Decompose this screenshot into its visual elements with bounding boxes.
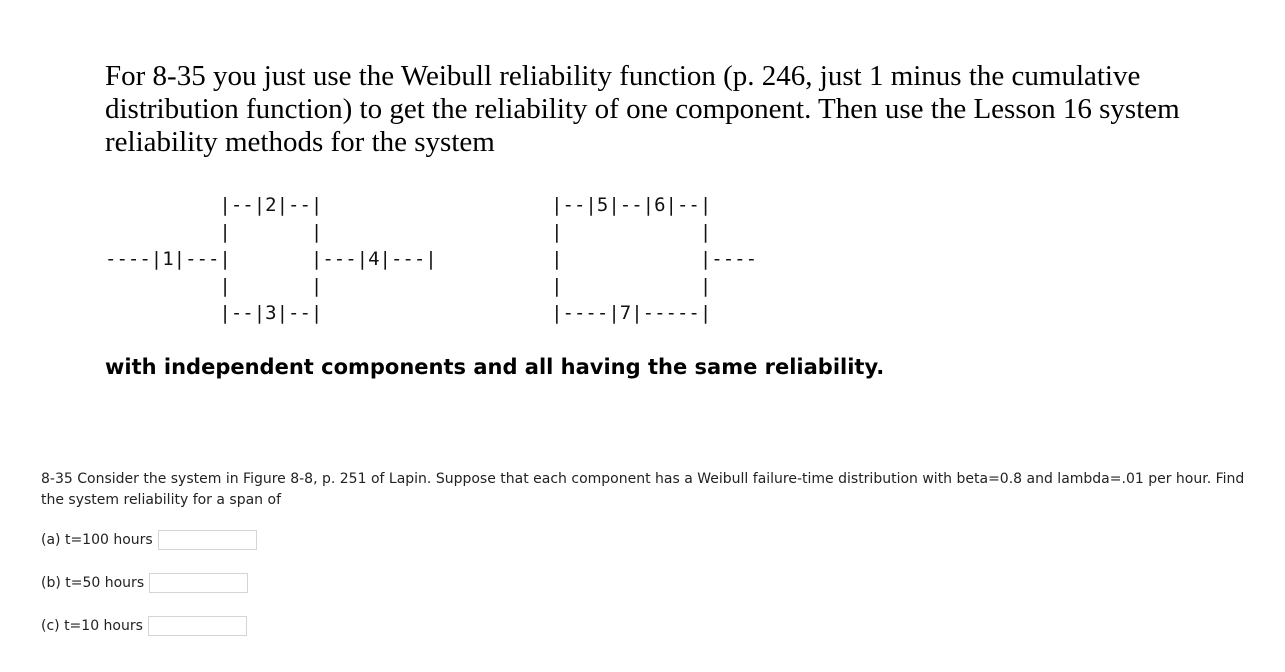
diagram-line: ----|1|---| |---|4|---| | |---- bbox=[105, 248, 758, 270]
answer-label-b: (b) t=50 hours bbox=[41, 575, 145, 591]
answer-row-c bbox=[41, 616, 247, 636]
answer-input-b[interactable] bbox=[149, 573, 248, 593]
intro-text: For 8-35 you just use the Weibull reliability function (p. 246, just 1 minus the cumulative distribution function) to get the reliability of one component. Then use the Lesson 16 system reliability methods for the system bbox=[105, 60, 1180, 158]
answer-input-a[interactable] bbox=[158, 530, 257, 550]
system-block-diagram bbox=[105, 192, 757, 327]
closing-statement: with independent components and all having the same reliability. bbox=[105, 355, 885, 379]
answer-input-c[interactable] bbox=[148, 616, 247, 636]
diagram-line: |--|2|--| |--|5|--|6|--| bbox=[105, 194, 712, 216]
answer-row-b bbox=[41, 573, 248, 593]
diagram-line: | | | | bbox=[105, 221, 712, 243]
intro-paragraph bbox=[105, 60, 1225, 159]
answer-label-c: (c) t=10 hours bbox=[41, 618, 143, 634]
diagram-line: |--|3|--| |----|7|-----| bbox=[105, 302, 712, 324]
answer-label-a: (a) t=100 hours bbox=[41, 532, 153, 548]
diagram-line: | | | | bbox=[105, 275, 712, 297]
answer-row-a bbox=[41, 530, 257, 550]
question-text: 8-35 Consider the system in Figure 8-8, p. 251 of Lapin. Suppose that each component has a Weibull failure-time distribution with beta=0.8 and lambda=.01 per hour. Find the system reliability for a span of bbox=[41, 471, 1245, 508]
